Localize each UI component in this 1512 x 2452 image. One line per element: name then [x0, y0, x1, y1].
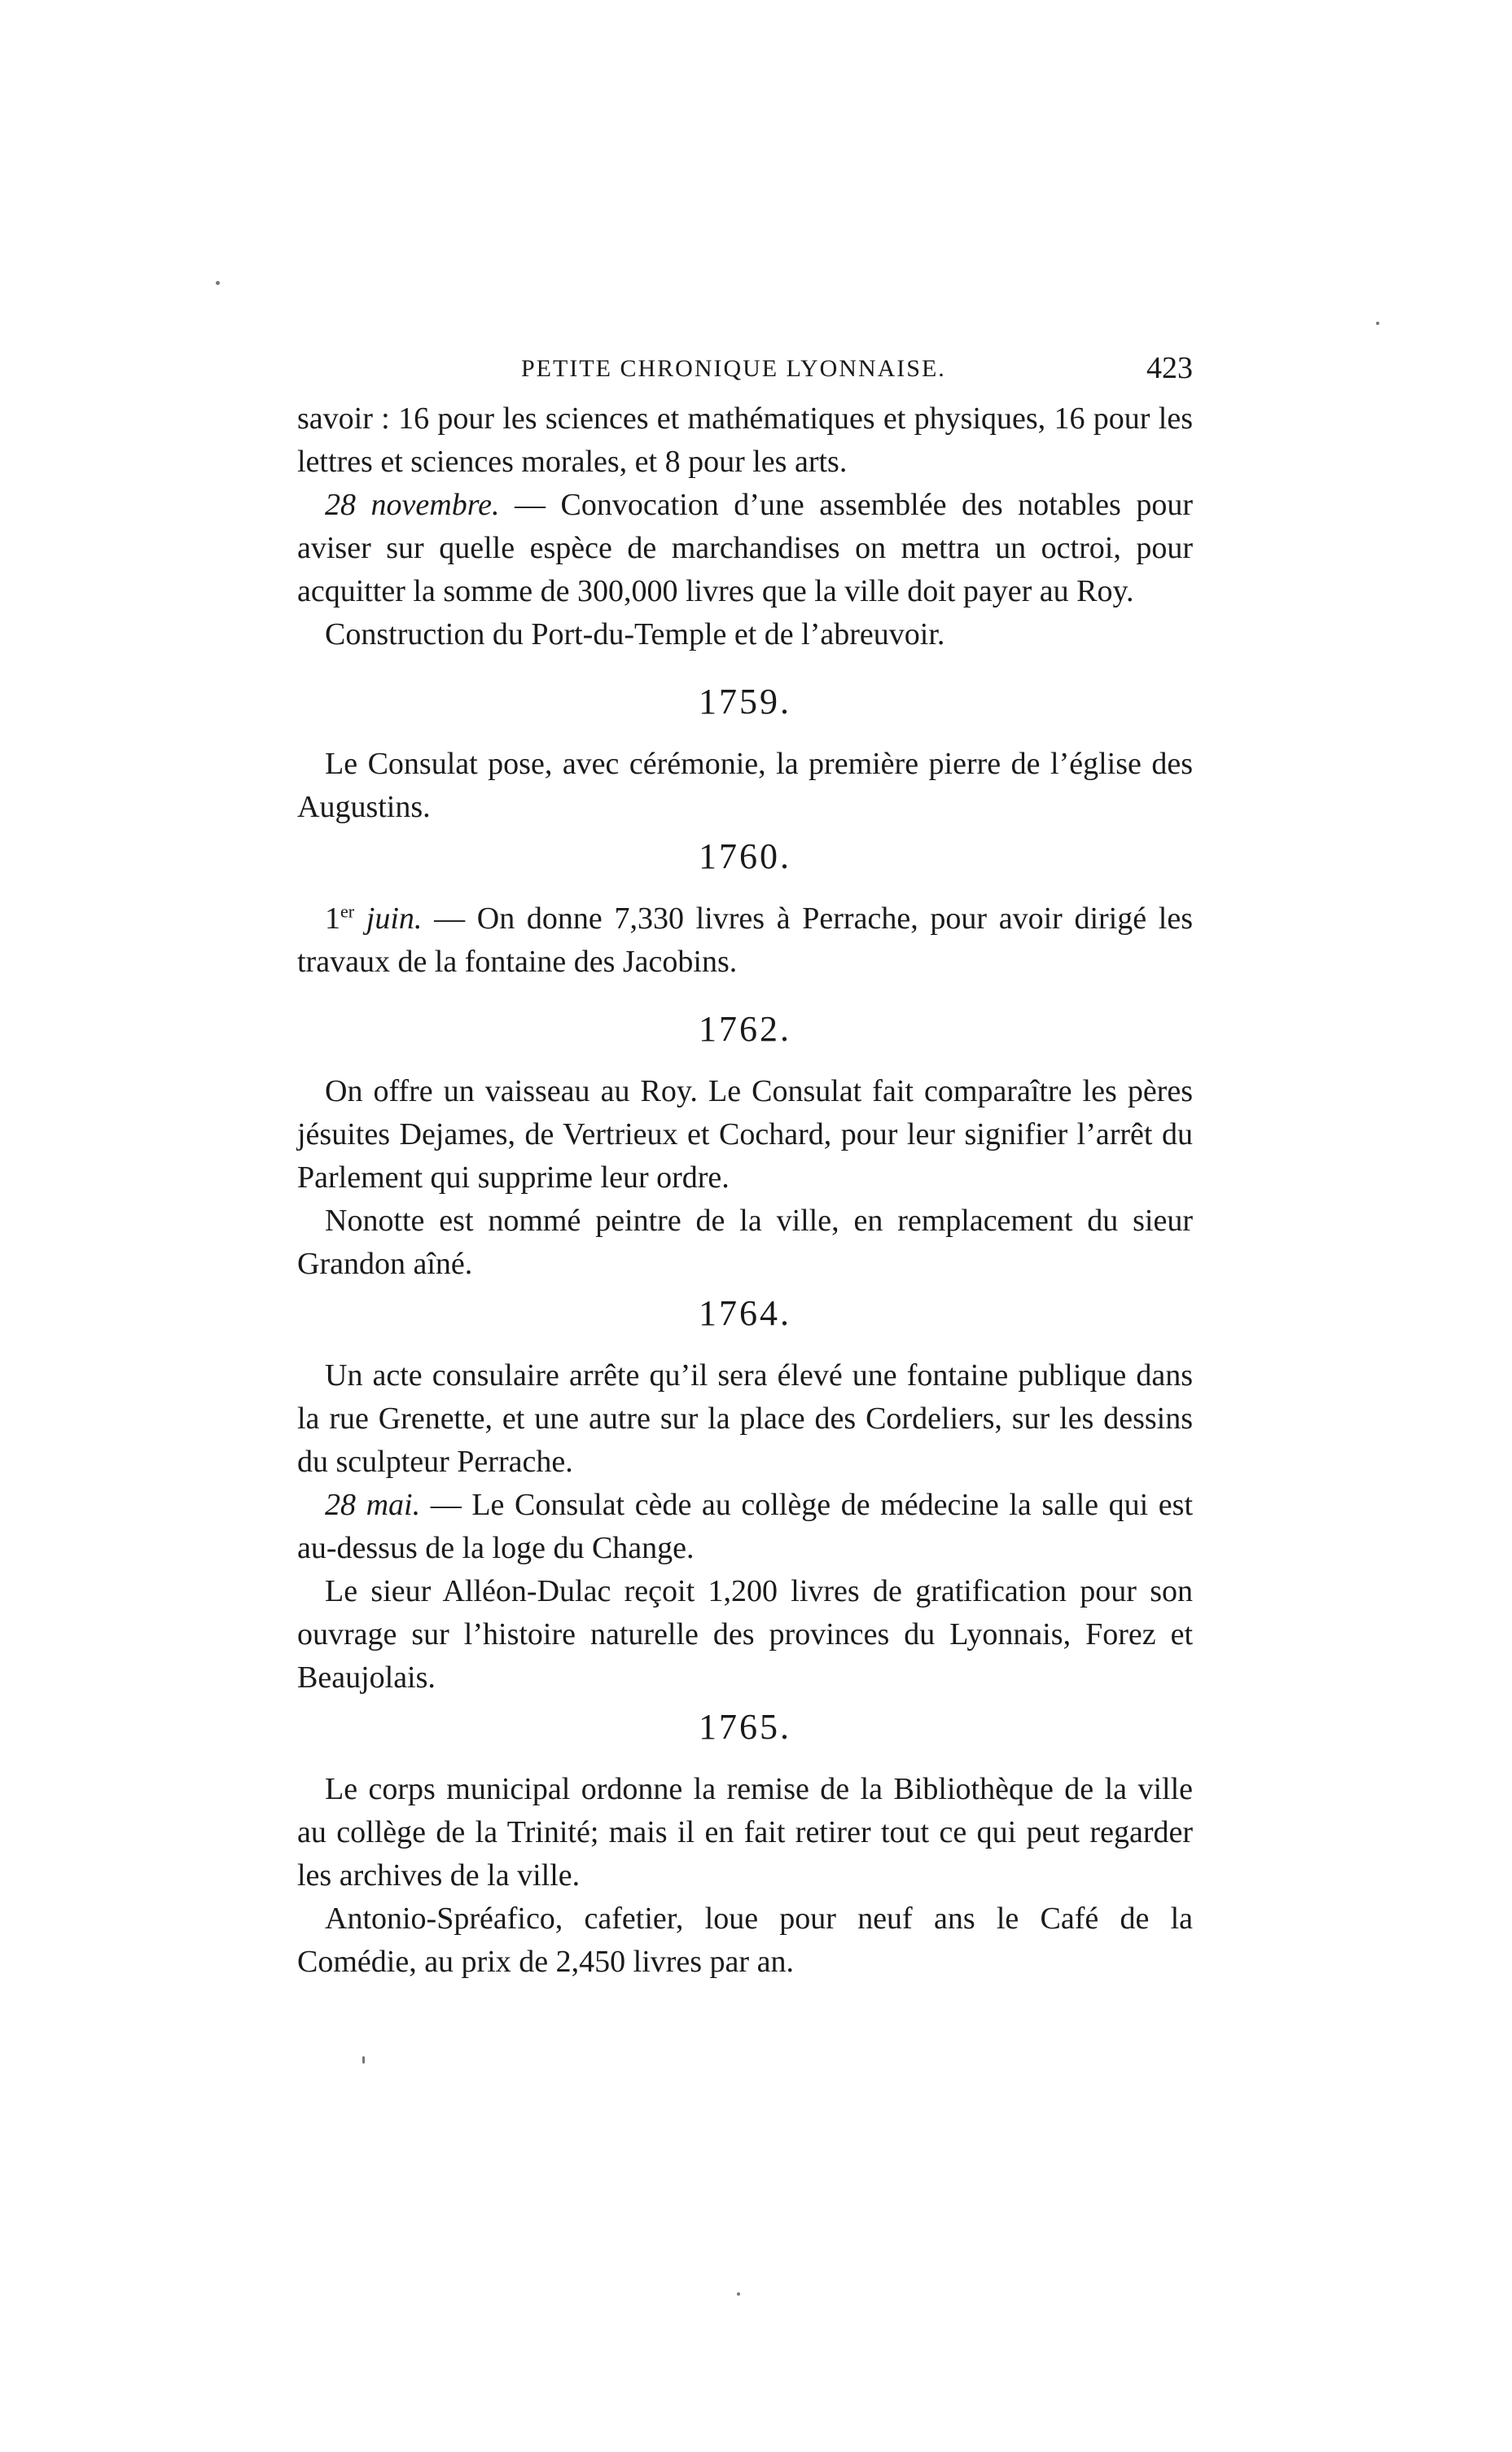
year-heading-1765: 1765. [699, 1707, 791, 1747]
running-title: PETITE CHRONIQUE LYONNAISE. [521, 355, 946, 382]
paragraph-1760 [297, 897, 1193, 984]
date-label: 28 novembre. [325, 488, 500, 522]
date-label: juin. [354, 901, 423, 936]
year-heading-1764: 1764. [699, 1293, 791, 1333]
date-day: 1 [325, 901, 340, 936]
paragraph-1758-november [297, 484, 1193, 613]
paragraph-text: — Le Consulat cède au collège de médecine la salle qui est au-dessus de la loge du Change. [297, 1488, 1193, 1565]
paragraph-1764-alleon-dulac: Le sieur Alléon-Dulac reçoit 1,200 livres de gratification pour son ouvrage sur l’histoire naturelle des provinces du Lyonnais, Forez et Beaujolais. [297, 1574, 1193, 1695]
paper-speck [737, 2292, 740, 2296]
year-heading-1762: 1762. [699, 1009, 791, 1049]
paragraph-1762-nonotte: Nonotte est nommé peintre de la ville, en remplacement du sieur Grandon aîné. [297, 1204, 1193, 1281]
paragraph-port-du-temple: Construction du Port-du-Temple et de l’abreuvoir. [325, 617, 945, 651]
paragraph-1762-jesuites: On offre un vaisseau au Roy. Le Consulat fait comparaître les pères jésuites Dejames, de Vertrieux et Cochard, pour leur signifier l’arrêt du Parlement qui supprime leur ordre. [297, 1074, 1193, 1195]
paper-speck [362, 2056, 365, 2064]
date-label: 28 mai. [325, 1488, 421, 1522]
paragraph-continuation: savoir : 16 pour les sciences et mathématiques et physiques, 16 pour les lettres et sciences morales, et 8 pour les arts. [297, 401, 1193, 479]
page-number: 423 [1146, 351, 1193, 385]
paper-speck [1376, 322, 1379, 325]
paragraph-1764-fontaine: Un acte consulaire arrête qu’il sera élevé une fontaine publique dans la rue Grenette, et une autre sur la place des Cordeliers, sur les dessins du sculpteur Perrache. [297, 1358, 1193, 1479]
year-heading-1759: 1759. [699, 682, 791, 722]
page-header [297, 350, 1193, 389]
paragraph-text: — Convocation d’une assemblée des notables pour aviser sur quelle espèce de marchandises on mettra un octroi, pour acquitter la somme de 300,000 livres que la ville doit payer au Roy. [297, 488, 1193, 608]
paragraph-1765-cafe: Antonio-Spréafico, cafetier, loue pour neuf ans le Café de la Comédie, au prix de 2,450 livres par an. [297, 1902, 1193, 1979]
year-heading-1760: 1760. [699, 836, 791, 876]
paper-speck [216, 281, 220, 285]
date-ordinal: er [340, 901, 355, 922]
paragraph-text: — On donne 7,330 livres à Perrache, pour avoir dirigé les travaux de la fontaine des Jacobins. [297, 901, 1193, 979]
paragraph-1764-mai [297, 1484, 1193, 1570]
paragraph-1765-bibliotheque: Le corps municipal ordonne la remise de la Bibliothèque de la ville au collège de la Trinité; mais il en fait retirer tout ce qui peut regarder les archives de la ville. [297, 1772, 1193, 1893]
body-text [297, 397, 1193, 1984]
paragraph-1759: Le Consulat pose, avec cérémonie, la première pierre de l’église des Augustins. [297, 747, 1193, 824]
